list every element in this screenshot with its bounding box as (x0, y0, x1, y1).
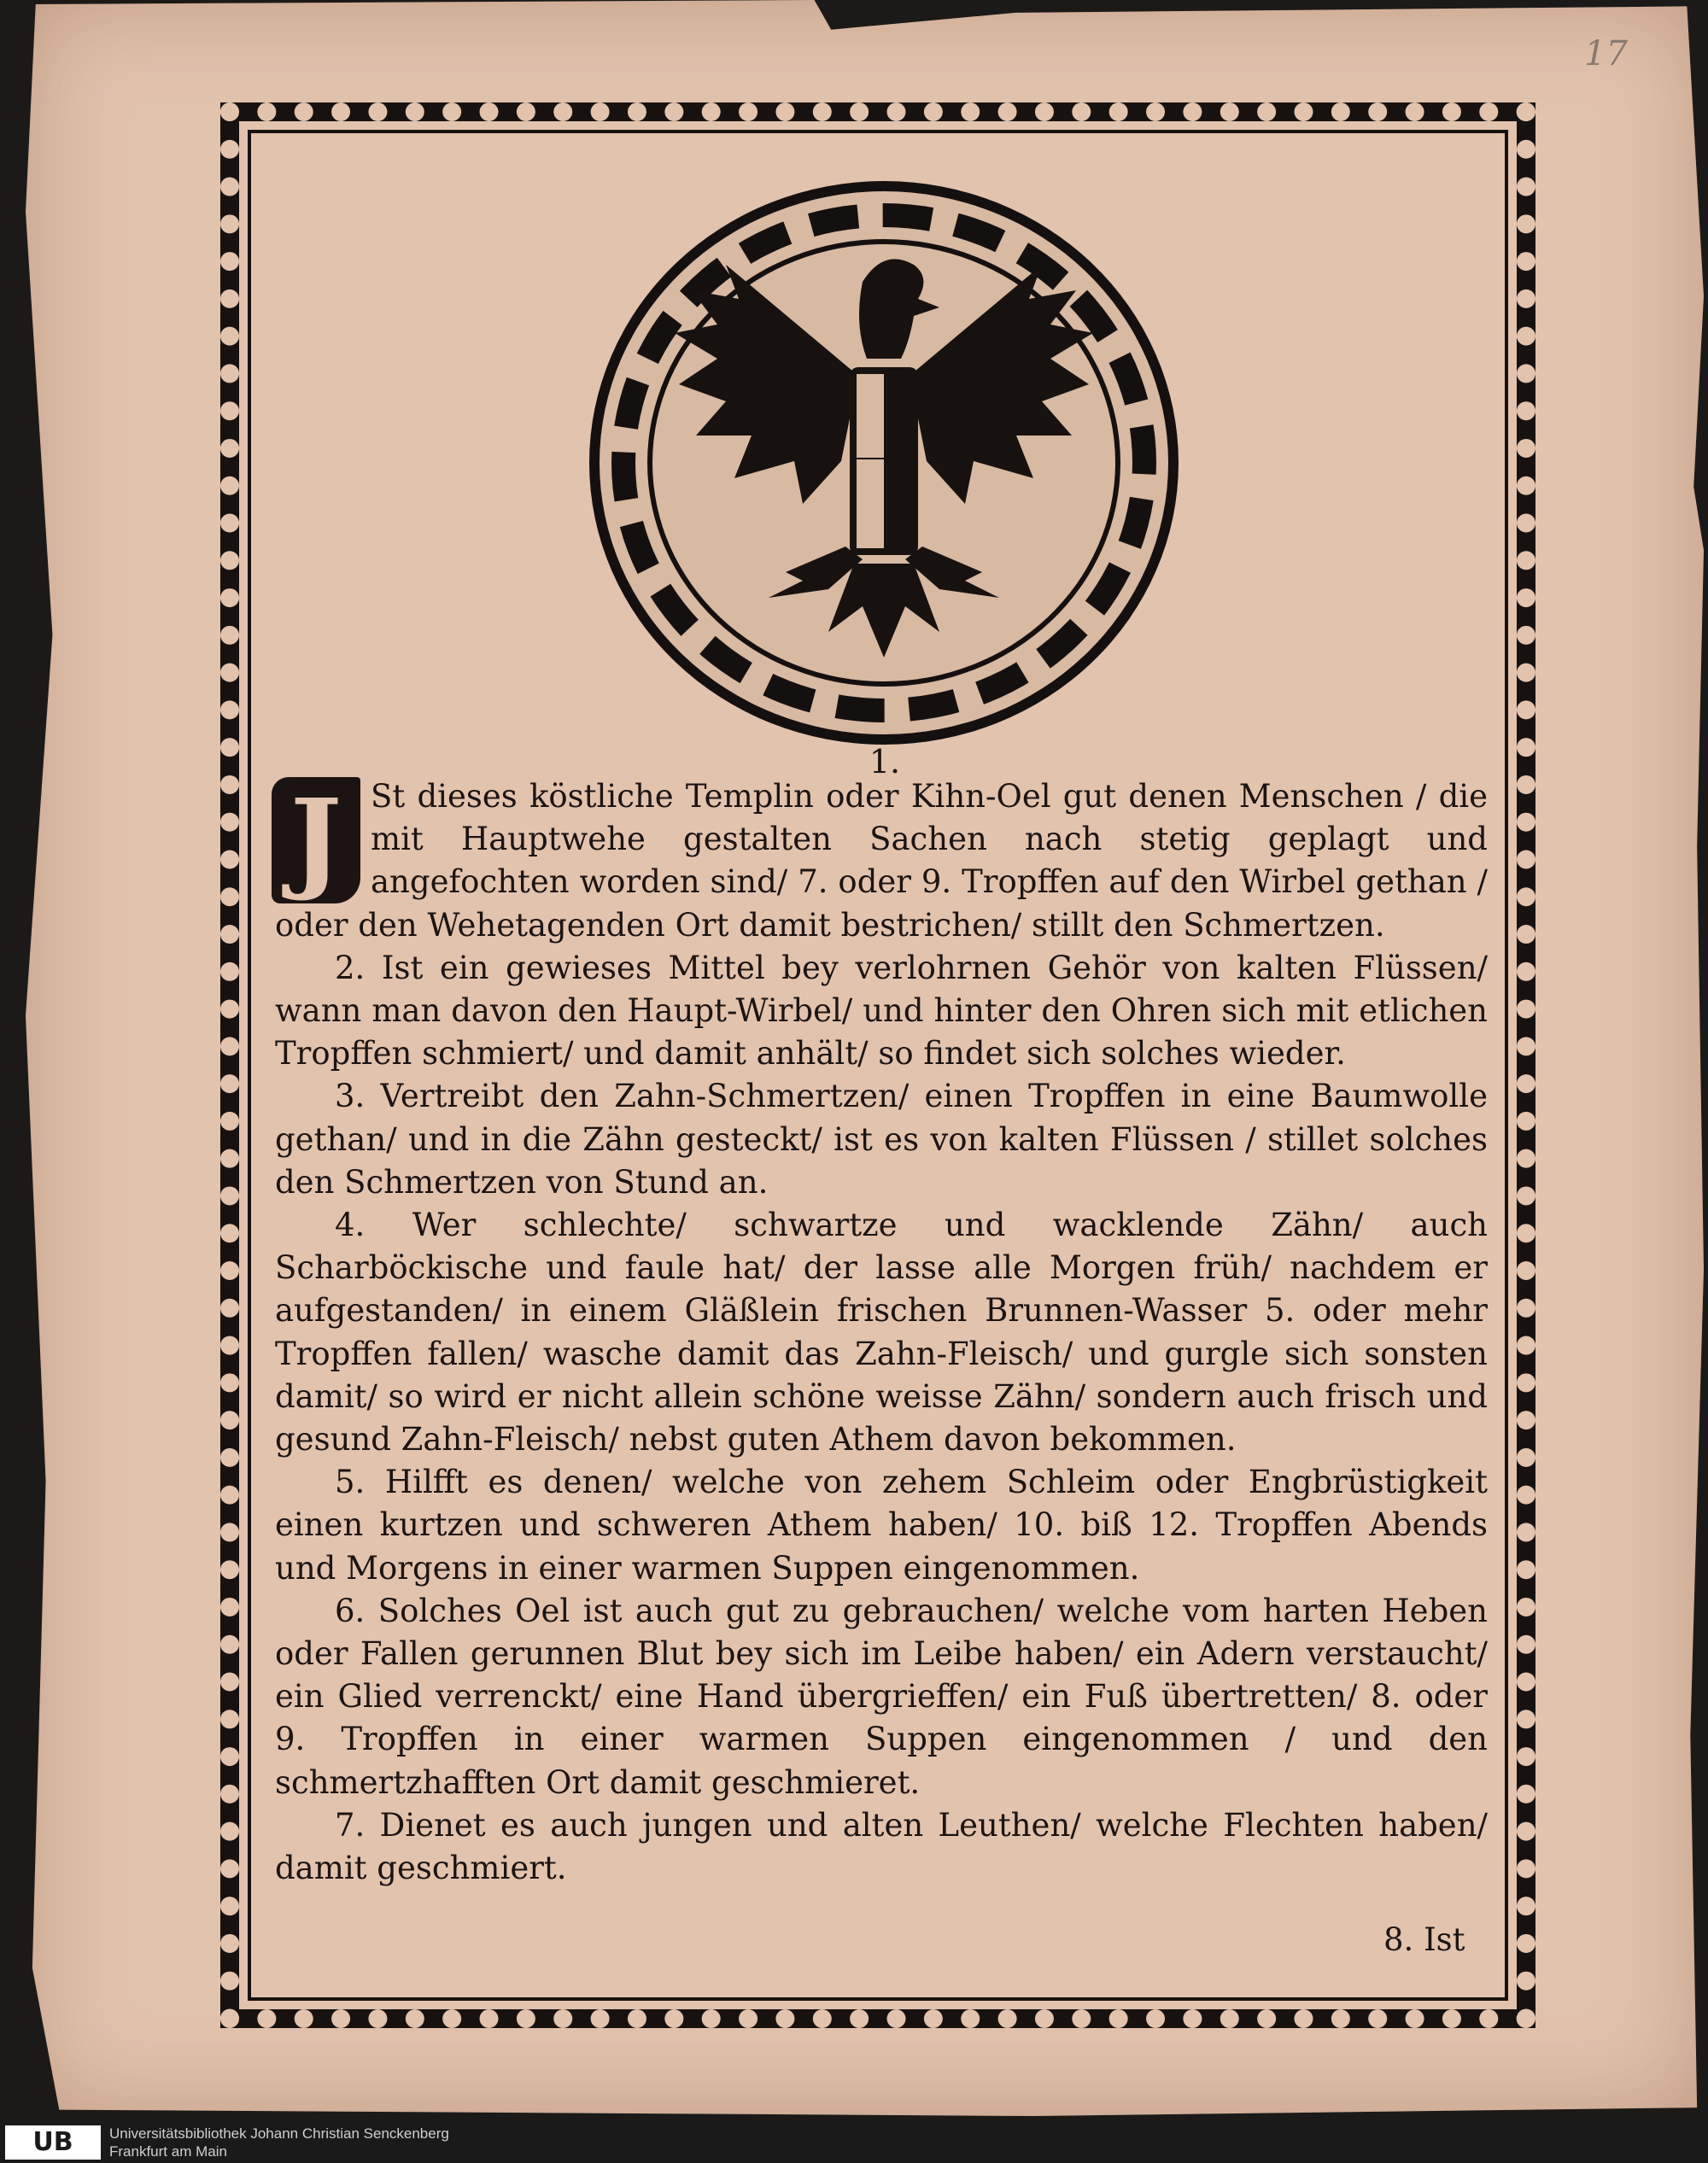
catchword: 8. Ist (1383, 1921, 1465, 1958)
paragraph-4: 4. Wer schlechte/ schwartze und wacklende Zähn/ auch Scharböckische und faule hat/ der lasse alle Morgen früh/ nachdem er aufgestanden/ in einem Gläßlein frischen Brunnen-Wasser 5. oder mehr Tropffen fallen/ wasche damit das Zahn-Fleisch/ und gurgle sich sonsten damit/ so wird er nicht allein schöne weisse Zähn/ sondern auch frisch und gesund Zahn-Fleisch/ nebst guten Athem davon bekommen. (275, 1207, 1488, 1459)
paragraph-1-text: St dieses köstliche Templin oder Kihn-Oel gut denen Menschen / die mit Hauptwehe gestalten Sachen nach stetig geplagt und angefochten worden sind/ 7. oder 9. Tropffen auf den Wirbel gethan / oder den Wehetagenden Ort damit bestrichen/ stillt den Schmertzen. (275, 778, 1488, 944)
library-logo[interactable]: UB (5, 2125, 101, 2160)
paragraph-5: 5. Hilfft es denen/ welche von zehem Schleim oder Engbrüstigkeit einen kurtzen und schweren Athem haben/ 10. biß 12. Tropffen Abends und Morgens in einer warmen Suppen eingenommen. (275, 1464, 1488, 1587)
page-number: 1. (869, 743, 901, 780)
paragraph-3: 3. Vertreibt den Zahn-Schmertzen/ einen Tropffen in eine Baumwolle gethan/ und in die Zähn gesteckt/ ist es von kalten Flüssen / stillet solches den Schmertzen von Stund an. (275, 1078, 1488, 1201)
library-name: Universitätsbibliothek Johann Christian Senckenberg (109, 2125, 449, 2142)
printed-text (275, 775, 1488, 1890)
paragraph-6: 6. Solches Oel ist auch gut zu gebrauchen/ welche vom harten Heben oder Fallen gerunnen Blut bey sich im Leibe haben/ ein Adern verstaucht/ ein Glied verrenckt/ eine Hand übergrieffen/ ein Fuß übertretten/ 8. oder 9. Tropffen in einer warmen Suppen eingenommen / und den schmertzhafften Ort damit geschmieret. (275, 1592, 1488, 1801)
folio-mark: 17 (1584, 34, 1628, 73)
eagle-icon (658, 231, 1110, 675)
decorated-initial: J (272, 777, 360, 903)
paragraph-1 (275, 775, 1488, 947)
paragraph-2: 2. Ist ein gewieses Mittel bey verlohrnen Gehör von kalten Flüssen/ wann man davon den Haupt-Wirbel/ und hinter den Ohren sich mit etlichen Tropffen schmiert/ und damit anhält/ so findet sich solches wieder. (275, 949, 1488, 1073)
library-city: Frankfurt am Main (109, 2143, 227, 2160)
paragraph-7: 7. Dienet es auch jungen und alten Leuthen/ welche Flechten haben/ damit geschmiert. (275, 1806, 1488, 1887)
